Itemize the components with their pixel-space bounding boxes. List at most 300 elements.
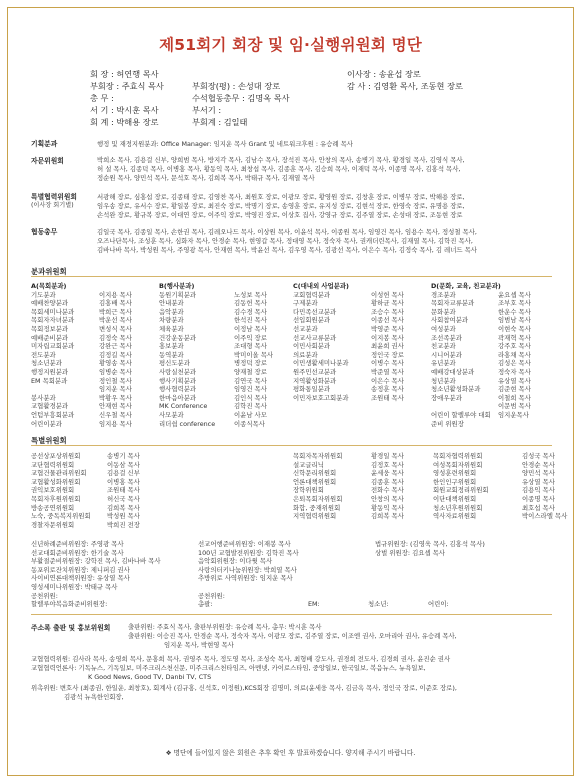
divisions-header-row bbox=[31, 282, 552, 291]
division-row bbox=[31, 368, 552, 377]
division-name: 홍보분과 bbox=[159, 342, 184, 351]
committee-name: 한인인구위원회 bbox=[433, 477, 477, 486]
committee-entry bbox=[375, 566, 545, 575]
committee-entry bbox=[375, 592, 545, 601]
division-name: 목회자교류분과 bbox=[431, 299, 475, 308]
division-row bbox=[31, 411, 552, 420]
division-header: C(대내외 사업분과) bbox=[293, 282, 349, 290]
committee-entry bbox=[375, 583, 545, 592]
officer-president: 회 장 : 허연행 목사 bbox=[90, 69, 159, 79]
division-name: 원주민선교분과 bbox=[293, 367, 337, 376]
special-exec-sublabel: (이사장 회기별) bbox=[31, 202, 74, 209]
coop-total-line: 오즈나단목사, 조성훈 목사, 심화자 목사, 안경순 목사, 현영갑 목사, 정대영 목사, 정숙자 목사, 권캐더린목사, 김재열 목사, 김학진 목사, bbox=[97, 237, 473, 245]
division-leader: 한운수 목사 bbox=[498, 307, 531, 316]
committee-name: 노숙, 중독복지위원회 bbox=[31, 512, 91, 521]
division-name: 언텀부흥회분과 bbox=[31, 410, 75, 419]
advisory-line: 정순원 목사, 양민석 목사, 문석호 목사, 김희복 목사, 박태규 목사, 김재열 목사 bbox=[97, 174, 315, 182]
division-leader: 이성헌 목사 bbox=[371, 290, 404, 299]
division-leader: 유상열 목사 bbox=[498, 376, 531, 385]
division-name: 미자립교회분과 bbox=[31, 342, 75, 351]
committee-entry: 영성세미나위원장: 박태규 목사 bbox=[31, 582, 118, 591]
division-name: 음악분과 bbox=[159, 307, 184, 316]
committees-table bbox=[31, 540, 545, 609]
division-leader: 김인식 목사 bbox=[234, 393, 267, 402]
division-name: 의료분과 bbox=[293, 350, 318, 359]
division-name: 장애우분과 bbox=[431, 393, 462, 402]
division-row bbox=[31, 385, 552, 394]
division-name: 목회세미나분과 bbox=[31, 307, 75, 316]
committee-entry bbox=[375, 574, 545, 583]
division-leader: 조대형 목사 bbox=[234, 342, 267, 351]
committee-line bbox=[31, 549, 545, 558]
division-leader: 이지용 목사 bbox=[99, 290, 132, 299]
committee-chair: 김희복 목사 bbox=[107, 503, 140, 512]
division-leader: 황영송 목사 bbox=[99, 359, 132, 368]
committee-entry: 어린이: bbox=[428, 600, 449, 609]
divisions-table bbox=[31, 282, 552, 428]
division-row bbox=[31, 359, 552, 368]
committee-name: 언론대책위원회 bbox=[293, 477, 337, 486]
division-name: 구제분과 bbox=[293, 299, 318, 308]
division-leader: 이윤남 사모 bbox=[234, 410, 267, 419]
division-leader: 병정덕 장로 bbox=[234, 359, 267, 368]
committee-entry: 총괄: bbox=[198, 600, 213, 609]
division-leader: 변성식 목사 bbox=[99, 324, 132, 333]
committee-entry: 추방위로 사역위원장: 임지운 목사 bbox=[198, 574, 293, 583]
committee-chair bbox=[371, 521, 433, 530]
committee-name: 지역협력위원회 bbox=[293, 512, 337, 521]
division-row bbox=[31, 342, 552, 351]
committee-chair bbox=[233, 486, 293, 495]
division-leader: 송정훈 목사 bbox=[371, 385, 404, 394]
division-name: 지역활성화분과 bbox=[293, 376, 337, 385]
division-leader: 정숙자 목사 bbox=[498, 367, 531, 376]
committee-name: 이단대책위원회 bbox=[433, 494, 477, 503]
division-name: 이민사회분과 bbox=[293, 342, 331, 351]
advisory-line: 박희소 목사, 김용걸 신부, 양희범 목사, 방지각 목사, 김남수 목사, 장석진 목사, 안창의 목사, 송병기 목사, 황경일 목사, 김영식 목사, bbox=[97, 156, 465, 164]
division-leader: 김정숙 목사 bbox=[99, 333, 132, 342]
division-name: 선입회원분과 bbox=[293, 316, 331, 325]
division-row bbox=[31, 334, 552, 343]
division-header: D(문화, 교육, 친교분과) bbox=[431, 282, 501, 290]
special-exec-line: 임우송 장로, 유서수 장로, 황일봉 장로, 최진숙 장로, 박명기 장로, 송영훈 장로, 유지성 장로, 김현석 장로, 한영숙 장로, 유명용 장로, bbox=[97, 202, 465, 210]
special-row bbox=[31, 512, 570, 521]
division-leader: 이지봉 목사 bbox=[371, 333, 404, 342]
special-table bbox=[31, 452, 570, 529]
division-name: 이민자보호고회분과 bbox=[293, 393, 349, 402]
media-line-2: K Good News, Good TV, Danbi TV, CTS bbox=[88, 673, 212, 681]
committee-entry: 부활절준비위원장: 강학진 목사, 김바나바 목사 bbox=[31, 557, 161, 566]
coop-total-line: 김바나바 목사, 박성원 목사, 주영광 목사, 안재현 목사, 박윤선 목사, 김우영 목사, 김광선 목사, 이은수 목사, 김정숙 목사, 김 레너드 목사 bbox=[97, 246, 477, 254]
division-leader: 박희근 목사 bbox=[99, 307, 132, 316]
division-row bbox=[31, 299, 552, 308]
officer-secretary-general: 총 무 : bbox=[90, 93, 114, 103]
committee-chair bbox=[233, 504, 293, 513]
division-leader: 정인국 장로 bbox=[371, 350, 404, 359]
division-name: 준비 위원장 bbox=[431, 419, 464, 428]
division-leader: 라홍채 목사 bbox=[498, 350, 531, 359]
division-name: 예배준비분과 bbox=[31, 333, 69, 342]
committee-chair: 박희진 전장 bbox=[107, 520, 140, 529]
page-title: 제51회기 회장 및 임·실행위원회 명단 bbox=[159, 36, 422, 54]
division-leader: 김준현 목사 bbox=[498, 385, 531, 394]
committee-entry: 사랑의터키나눔위원장: 박희열 목사 bbox=[198, 565, 297, 574]
committee-line bbox=[31, 540, 545, 549]
committee-chair: 조원태 목사 bbox=[107, 486, 140, 495]
committee-name bbox=[167, 512, 233, 521]
committee-line bbox=[31, 600, 545, 609]
division-name: 전도분과 bbox=[31, 350, 56, 359]
division-row bbox=[31, 325, 552, 334]
committee-name: 교협활성화위원회 bbox=[31, 477, 81, 486]
committee-name bbox=[167, 504, 233, 513]
committee-chair: 최호섭 목사 bbox=[522, 503, 555, 512]
division-leader: 김성은 목사 bbox=[498, 359, 531, 368]
division-name: 친교분과 bbox=[431, 342, 456, 351]
committee-name: 경찰자문위원회 bbox=[31, 520, 75, 529]
division-leader: 이종식목사 bbox=[234, 419, 265, 428]
division-leader: 박준열 목사 bbox=[371, 367, 404, 376]
division-leader: 안재현 목사 bbox=[99, 402, 132, 411]
committee-name bbox=[167, 452, 233, 461]
special-rows bbox=[31, 452, 570, 529]
division-name: 청소년분과 bbox=[31, 359, 62, 368]
division-leader bbox=[498, 420, 552, 429]
division-name: 교협활경분과 bbox=[31, 402, 69, 411]
division-row bbox=[31, 291, 552, 300]
special-row bbox=[31, 486, 570, 495]
committee-chair: 송병기 목사 bbox=[107, 452, 140, 460]
division-leader: 김수경 목사 bbox=[234, 307, 267, 316]
division-leader: 임지운목사 bbox=[498, 410, 529, 419]
divider bbox=[31, 445, 552, 446]
committee-entry: 공천위원: bbox=[198, 591, 225, 600]
division-name: 동원기획분과 bbox=[159, 290, 197, 299]
division-leader: 이은수 목사 bbox=[371, 376, 404, 385]
committee-chair: 김정호 목사 bbox=[371, 460, 404, 469]
division-leader: 신우철 목사 bbox=[99, 410, 132, 419]
division-leader: 이문범 목사 bbox=[498, 402, 531, 411]
planning-text: 행정 및 재정지원분과: Office Manager: 임지운 목사 Grant 및 네트워크후원 : 유승례 목사 bbox=[97, 140, 353, 148]
coop-total-line: 김일국 목사, 김종일 목사, 손한권 목사, 김레오나드 목사, 이상원 목사, 이윤석 목사, 이종원 목사, 임영건 목사, 임용수 목사, 정성철 목사, bbox=[97, 228, 477, 236]
special-row bbox=[31, 452, 570, 461]
division-name bbox=[293, 402, 371, 411]
division-name: EM 목회분과 bbox=[31, 376, 68, 385]
committee-chair bbox=[233, 469, 293, 478]
committee-chair: 황경일 목사 bbox=[371, 452, 404, 460]
committee-name: 신학문리위원회 bbox=[293, 469, 337, 478]
special-row bbox=[31, 461, 570, 470]
committee-entry: 청소년: bbox=[368, 600, 389, 609]
division-leader: 김연국 목사 bbox=[234, 376, 267, 385]
officer-vice-clerk: 부서기 : bbox=[192, 105, 222, 115]
division-leader: 양재철 장로 bbox=[234, 367, 267, 376]
honorary-line: 위촉위원: 변호사 (최종권, 한일운, 최창호), 회계사 (김규홍, 신석호, 이정원),KCS회장 김명미, 의료(윤세웅 목사, 김금옥 목사, 정인국 장로, 이준호 장로), bbox=[31, 684, 457, 692]
committee-entry bbox=[375, 557, 545, 566]
committee-entry: EM: bbox=[308, 600, 320, 609]
committee-name bbox=[167, 521, 233, 530]
committee-name: 목회자목자위원회 bbox=[293, 452, 343, 460]
division-leader: 최윤희 권사 bbox=[371, 342, 404, 351]
sponsors-line: 임지운 목사, 박현영 목사 bbox=[164, 641, 234, 649]
division-leader: 곽재혁 목사 bbox=[498, 333, 531, 342]
division-leader bbox=[371, 420, 431, 429]
division-name bbox=[431, 402, 498, 411]
committee-name: 장학위원회 bbox=[293, 486, 324, 495]
officer-auditor: 감 사 : 김영환 목사, 조동현 장로 bbox=[347, 81, 463, 91]
division-name: 여성분과 bbox=[431, 324, 456, 333]
special-row bbox=[31, 521, 570, 530]
committee-chair bbox=[233, 478, 293, 487]
division-name: 행사협력분과 bbox=[159, 385, 197, 394]
committee-entry: 할렐루야복음화준비위원장: bbox=[31, 600, 108, 609]
committee-chair: 김성국 목사 bbox=[522, 452, 555, 460]
division-row bbox=[31, 420, 552, 429]
committee-line bbox=[31, 592, 545, 601]
committee-chair: 박이스라엘 목사 bbox=[522, 512, 568, 521]
committee-line bbox=[31, 583, 545, 592]
division-leader: 김동헌 목사 bbox=[234, 299, 267, 308]
division-name: 경조분과 bbox=[431, 290, 456, 299]
committee-name: 목회자협력위원회 bbox=[433, 452, 483, 460]
committee-chair bbox=[233, 521, 293, 530]
committee-entry bbox=[198, 583, 375, 592]
committee-name: 교단협력위원회 bbox=[31, 460, 75, 469]
division-leader: 강완근 목사 bbox=[99, 342, 132, 351]
division-leader: 박미이올 목사 bbox=[234, 350, 274, 359]
division-leader: 조부호 목사 bbox=[498, 299, 531, 308]
committee-chair: 유상열 목사 bbox=[522, 477, 555, 486]
committee-chair: 이동삼 목사 bbox=[107, 460, 140, 469]
division-name: 리더쉽 conference bbox=[159, 419, 216, 428]
committee-chair: 김용익 목사 bbox=[522, 486, 555, 495]
division-name: 차량분과 bbox=[159, 316, 184, 325]
committee-chair: 안창의 목사 bbox=[371, 494, 404, 503]
division-leader: 이현숙 목사 bbox=[498, 324, 531, 333]
division-leader: 조원태 목사 bbox=[371, 393, 404, 402]
committee-name: 영성훈련위원회 bbox=[433, 469, 477, 478]
committee-entry: 동포위로잔치위원장: 제니퍼김 권사 bbox=[31, 565, 130, 574]
division-name: MK Conference bbox=[159, 402, 208, 411]
special-section-label: 특별위원회 bbox=[31, 436, 67, 445]
division-header: A(목회분과) bbox=[31, 282, 67, 290]
division-name: 예배찬양분과 bbox=[31, 299, 69, 308]
committee-name: 교협건물관리위원회 bbox=[31, 469, 87, 478]
division-name: 청년분과 bbox=[431, 376, 456, 385]
division-name: 예배강대상분과 bbox=[431, 367, 475, 376]
sponsors-line: 출판위원: 이승진 목사, 안경순 목사, 정숙자 목사, 이광모 장로, 김주열 장로, 이조엔 권사, 오마리아 권사, 유승례 목사, bbox=[128, 632, 457, 640]
committee-chair: 윤세웅 목사 bbox=[371, 469, 404, 478]
division-leader: 이종선 목사 bbox=[371, 316, 404, 325]
committee-chair: 김종훈 목사 bbox=[371, 477, 404, 486]
division-name: 청소년활성화분과 bbox=[431, 385, 481, 394]
division-leader: 임병순 목사 bbox=[99, 367, 132, 376]
honorary-line-2: 김광석 뉴욕한인회장, bbox=[64, 693, 124, 701]
committee-entry: 음악회위원장: 이다윗 목사 bbox=[198, 557, 273, 566]
committee-chair: 이종명 목사 bbox=[522, 494, 555, 503]
advisory-line: 허 설 목사, 김종덕 목사, 이병홍 목사, 황동익 목사, 최창섭 목사, 김종훈 목사, 김승희 목사, 이재덕 목사, 이종명 목사, 김홍석 목사, bbox=[97, 165, 461, 173]
division-leader: 박운선 목사 bbox=[99, 316, 132, 325]
division-leader: 이정남 목사 bbox=[234, 324, 267, 333]
officer-chief-treasurer: 수석협동총무 : 김명옥 목사 bbox=[192, 93, 290, 103]
committee-name: 권익보호위원회 bbox=[31, 486, 75, 495]
committee-name bbox=[433, 521, 522, 530]
division-leader: 임범남 목사 bbox=[498, 316, 531, 325]
divisions-section-label: 분과위원회 bbox=[31, 267, 67, 276]
division-leader: 박영준 목사 bbox=[371, 324, 404, 333]
committee-name bbox=[167, 461, 233, 470]
division-name: 평신도분과 bbox=[159, 359, 190, 368]
committee-entry: 100년 교협발전위원장: 김학진 목사 bbox=[198, 548, 299, 557]
division-leader: 한석진 목사 bbox=[234, 316, 267, 325]
division-name: 선교사교류분과 bbox=[293, 333, 337, 342]
division-name: 안내분과 bbox=[159, 299, 184, 308]
committee-name: 설교글리닉 bbox=[293, 460, 324, 469]
division-leader: 박황우 목사 bbox=[99, 393, 132, 402]
division-name: 체육분과 bbox=[159, 324, 184, 333]
division-leader: 임지용 목사 bbox=[99, 419, 132, 428]
division-name: 교회협력분과 bbox=[293, 290, 331, 299]
partners-line: 교협협력위원: 김사라 목사, 송영희 목사, 문홍희 목사, 권영주 목사, 정도영 목사, 조성숙 목사, 최형배 강도사, 권경희 전도사, 김경희 권사, 윤진순 권사 bbox=[31, 655, 451, 663]
committee-chair: 허신국 목사 bbox=[107, 494, 140, 503]
special-row bbox=[31, 469, 570, 478]
officer-treasurer: 회 계 : 박해용 장로 bbox=[90, 117, 159, 127]
division-name: 다민족선교분과 bbox=[293, 307, 337, 316]
division-name: 사회참여분과 bbox=[431, 316, 469, 325]
coop-total-label: 협동총무 bbox=[31, 228, 58, 236]
committee-name: 방송공연위원회 bbox=[31, 503, 75, 512]
committee-chair: 김희복 목사 bbox=[371, 512, 404, 521]
committee-entry: 선교어행준비위원장: 이재봉 목사 bbox=[198, 540, 291, 548]
committee-chair bbox=[233, 452, 293, 461]
division-name: 봉사분과 bbox=[31, 393, 56, 402]
officer-vice-treasurer: 부회계 : 김일태 bbox=[192, 117, 248, 127]
committee-name bbox=[167, 495, 233, 504]
committee-rows bbox=[31, 540, 545, 609]
division-name: 평화통일분과 bbox=[293, 385, 331, 394]
division-name: 조선족분과 bbox=[431, 333, 462, 342]
division-name bbox=[293, 411, 371, 420]
committee-line bbox=[31, 557, 545, 566]
division-name bbox=[31, 385, 99, 394]
division-name: 행정지원분과 bbox=[31, 367, 69, 376]
committee-name: 공선상포상위원회 bbox=[31, 452, 81, 460]
committee-entry: 상벌 위원장: 김요셉 목사 bbox=[375, 548, 445, 557]
division-leader: 김정길 목사 bbox=[99, 350, 132, 359]
division-name: 목회자자녀분과 bbox=[31, 316, 75, 325]
committee-name: 회원교회정리위원회 bbox=[433, 486, 489, 495]
special-row bbox=[31, 495, 570, 504]
division-name: 사모분과 bbox=[159, 410, 184, 419]
division-name: 건강운동분과 bbox=[159, 333, 197, 342]
division-leader: 이철희 목사 bbox=[498, 393, 531, 402]
planning-label: 기획분과 bbox=[31, 140, 58, 148]
division-leader bbox=[371, 411, 431, 420]
officer-board-chair: 이사장 : 송윤섭 장로 bbox=[347, 69, 421, 79]
division-leader: 강주호 목사 bbox=[498, 342, 531, 351]
division-leader: 임영건 목사 bbox=[234, 385, 267, 394]
division-name: 목회정보분과 bbox=[31, 324, 69, 333]
division-row bbox=[31, 377, 552, 386]
officer-vp-lay: 부회장(평) : 손성대 장로 bbox=[192, 81, 281, 91]
special-exec-line: 서광해 장로, 심홍섭 장로, 김종태 장로, 김영찬 목사, 최원호 장로, 이광모 장로, 황영원 장로, 김창훈 장로, 이병무 장로, 박해용 장로, bbox=[97, 193, 465, 201]
division-leader: 김학진 목사 bbox=[234, 402, 267, 411]
committee-name: 청소년후원위원회 bbox=[433, 503, 483, 512]
sponsors-line: 출판위원: 주효식 목사, 출판부위원장: 유승례 목사, 총무: 박시훈 목사 bbox=[128, 623, 322, 631]
officer-vp: 부회장 : 주효식 목사 bbox=[90, 81, 164, 91]
committee-name: 역사자료위원회 bbox=[433, 512, 477, 521]
division-leader: 이병수 목사 bbox=[371, 359, 404, 368]
division-name: 이민생활세미나분과 bbox=[293, 359, 349, 368]
committee-chair bbox=[522, 521, 570, 530]
division-leader: 황하균 목사 bbox=[371, 299, 404, 308]
committee-chair: 안경순 목사 bbox=[522, 460, 555, 469]
committee-chair: 이병홍 목사 bbox=[107, 477, 140, 486]
division-row bbox=[31, 316, 552, 325]
division-leader: 노성보 목사 bbox=[234, 290, 267, 299]
committee-name bbox=[167, 486, 233, 495]
sponsors-label: 주소록 출판 및 홍보위원회 bbox=[31, 624, 111, 632]
advisory-label: 자문위원회 bbox=[31, 157, 64, 165]
committee-entry: 신년하례준비위원장: 주영광 목사 bbox=[31, 540, 124, 548]
committee-entry: 선교대회준비위원장: 한기술 목사 bbox=[31, 548, 124, 557]
division-leader: 정인철 목사 bbox=[99, 376, 132, 385]
committee-name: 목회자후원위원회 bbox=[31, 494, 81, 503]
division-row bbox=[31, 402, 552, 411]
committee-entry: 법규위원장: (김영욱 목사, 김홍석 목사) bbox=[375, 540, 485, 548]
division-header: B(행사분과) bbox=[159, 282, 195, 290]
committee-chair: 양민석 목사 bbox=[522, 469, 555, 478]
committee-line bbox=[31, 574, 545, 583]
committee-chair bbox=[233, 512, 293, 521]
officer-clerk: 서 기 : 박시훈 목사 bbox=[90, 105, 159, 115]
committee-entry: 사이비연론대책위원장: 유상열 목사 bbox=[31, 574, 130, 583]
division-name: 동역분과 bbox=[159, 350, 184, 359]
division-name bbox=[293, 420, 371, 429]
division-name: 어린이 할렐루야 대회 bbox=[431, 410, 491, 419]
special-exec-label: 특별협력위원회 bbox=[31, 193, 77, 201]
committee-chair: 박성원 목사 bbox=[107, 512, 140, 521]
committee-entry: 공천위원: bbox=[31, 591, 58, 600]
division-name: 시니어분과 bbox=[431, 350, 462, 359]
footer-note: ❖ 명단에 들어있지 않은 회원은 추후 확인 후 발표하겠습니다. 양지해 주시기 바랍니다. bbox=[165, 749, 416, 757]
divider bbox=[31, 276, 552, 277]
division-name: 선교분과 bbox=[293, 324, 318, 333]
committee-chair: 전화수 목사 bbox=[371, 486, 404, 495]
committee-chair bbox=[233, 461, 293, 470]
division-name: 사랑실천분과 bbox=[159, 367, 197, 376]
division-name: 한마음아분과 bbox=[159, 393, 197, 402]
committee-chair bbox=[233, 495, 293, 504]
division-name: 문화분과 bbox=[431, 307, 456, 316]
divider bbox=[31, 614, 552, 615]
division-leader: 임지운 목사 bbox=[99, 385, 132, 394]
divisions-rows bbox=[31, 291, 552, 429]
special-row bbox=[31, 504, 570, 513]
division-name: 유년분과 bbox=[431, 359, 456, 368]
committee-name bbox=[167, 478, 233, 487]
special-exec-line: 손석완 장로, 황규복 장로, 이대연 장로, 이주익 장로, 박영진 장로, 이상호 집사, 강영규 장로, 김주열 장로, 손성대 장로, 조동현 장로 bbox=[97, 211, 463, 219]
committee-name bbox=[167, 469, 233, 478]
division-leader: 이주익 장로 bbox=[234, 333, 267, 342]
committee-name: 화합, 중재위원회 bbox=[293, 503, 341, 512]
media-line: 교협협력언론사: 기독뉴스, 기독일보, 미주크리스천신문, 미주크리스천타임즈, 아멘넷, 카이로스타임, 중앙일보, 한국일보, 복음뉴스, 뉴욕일보, bbox=[31, 664, 426, 672]
division-leader: 조승수 목사 bbox=[371, 307, 404, 316]
division-leader: 김홍배 목사 bbox=[99, 299, 132, 308]
committee-chair: 황동익 목사 bbox=[371, 503, 404, 512]
division-leader: 윤요셉 목사 bbox=[498, 290, 531, 299]
division-leader bbox=[371, 402, 431, 411]
